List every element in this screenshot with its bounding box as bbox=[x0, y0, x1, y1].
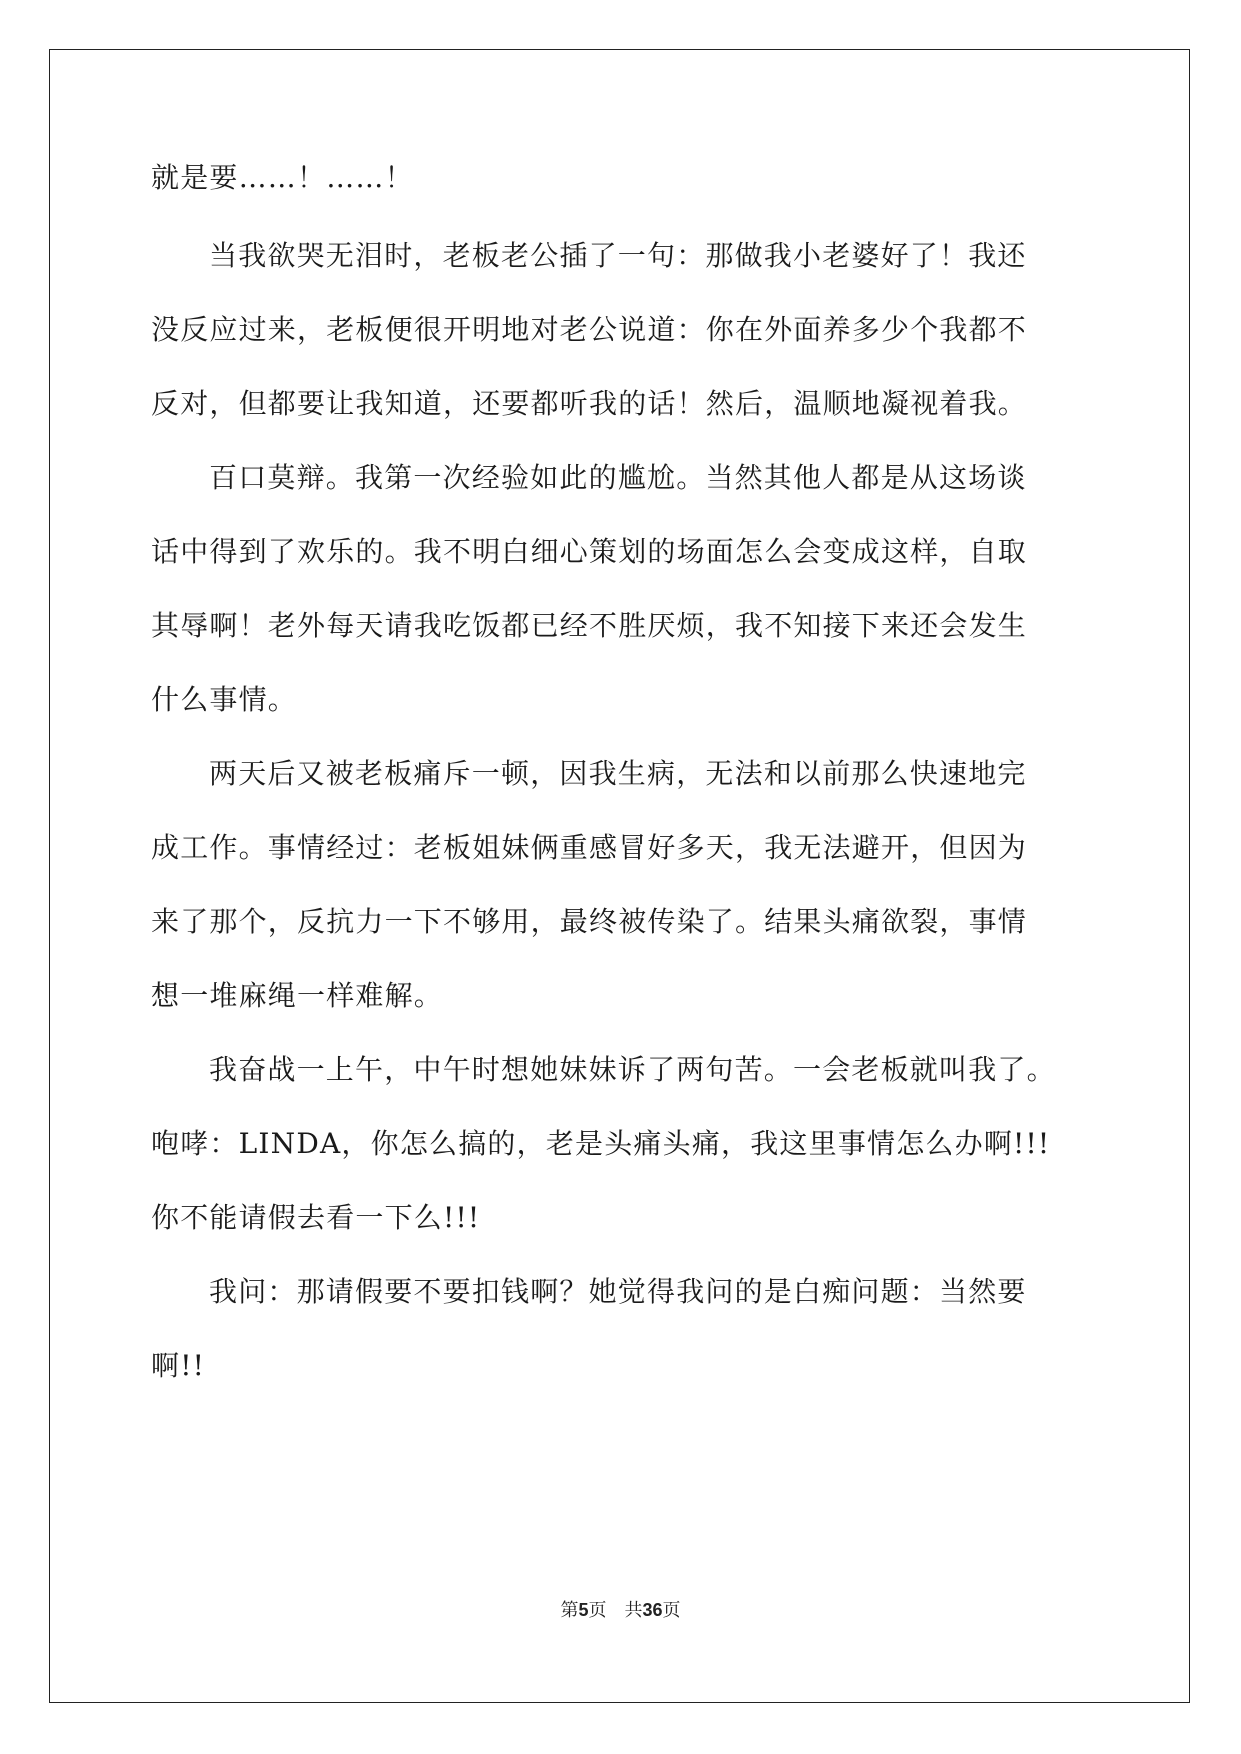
text-line: 没反应过来，老板便很开明地对老公说道：你在外面养多少个我都不 bbox=[151, 313, 1028, 346]
text-line: 咆哮：LINDA，你怎么搞的，老是头痛头痛，我这里事情怎么办啊!!! bbox=[151, 1127, 1051, 1160]
text-line: 其辱啊！老外每天请我吃饭都已经不胜厌烦，我不知接下来还会发生 bbox=[151, 609, 1028, 642]
text-line: 就是要……！……！ bbox=[151, 161, 414, 194]
text-line: 什么事情。 bbox=[151, 683, 298, 716]
text-line: 想一堆麻绳一样难解。 bbox=[151, 979, 444, 1012]
page-border bbox=[49, 49, 1190, 1703]
footer-suffix: 页 bbox=[662, 1600, 681, 1621]
text-line: 啊!! bbox=[151, 1349, 206, 1382]
text-line: 来了那个，反抗力一下不够用，最终被传染了。结果头痛欲裂，事情 bbox=[151, 905, 1028, 938]
paragraph-start-line: 当我欲哭无泪时，老板老公插了一句：那做我小老婆好了！我还 bbox=[209, 239, 1027, 272]
paragraph-start-line: 我奋战一上午，中午时想她妹妹诉了两句苦。一会老板就叫我了。 bbox=[209, 1053, 1056, 1086]
text-line: 成工作。事情经过：老板姐妹俩重感冒好多天，我无法避开，但因为 bbox=[151, 831, 1028, 864]
footer-prefix: 第 bbox=[560, 1600, 579, 1621]
paragraph-start-line: 百口莫辩。我第一次经验如此的尴尬。当然其他人都是从这场谈 bbox=[209, 461, 1027, 494]
page-footer bbox=[0, 1598, 1241, 1623]
text-line: 反对，但都要让我知道，还要都听我的话！然后，温顺地凝视着我。 bbox=[151, 387, 1028, 420]
paragraph-start-line: 我问：那请假要不要扣钱啊？她觉得我问的是白痴问题：当然要 bbox=[209, 1275, 1027, 1308]
current-page-number: 5 bbox=[578, 1600, 589, 1620]
footer-mid: 页 共 bbox=[588, 1600, 643, 1621]
total-page-number: 36 bbox=[642, 1600, 663, 1620]
paragraph-start-line: 两天后又被老板痛斥一顿，因我生病，无法和以前那么快速地完 bbox=[209, 757, 1027, 790]
text-line: 话中得到了欢乐的。我不明白细心策划的场面怎么会变成这样，自取 bbox=[151, 535, 1028, 568]
text-line: 你不能请假去看一下么!!! bbox=[151, 1201, 481, 1234]
